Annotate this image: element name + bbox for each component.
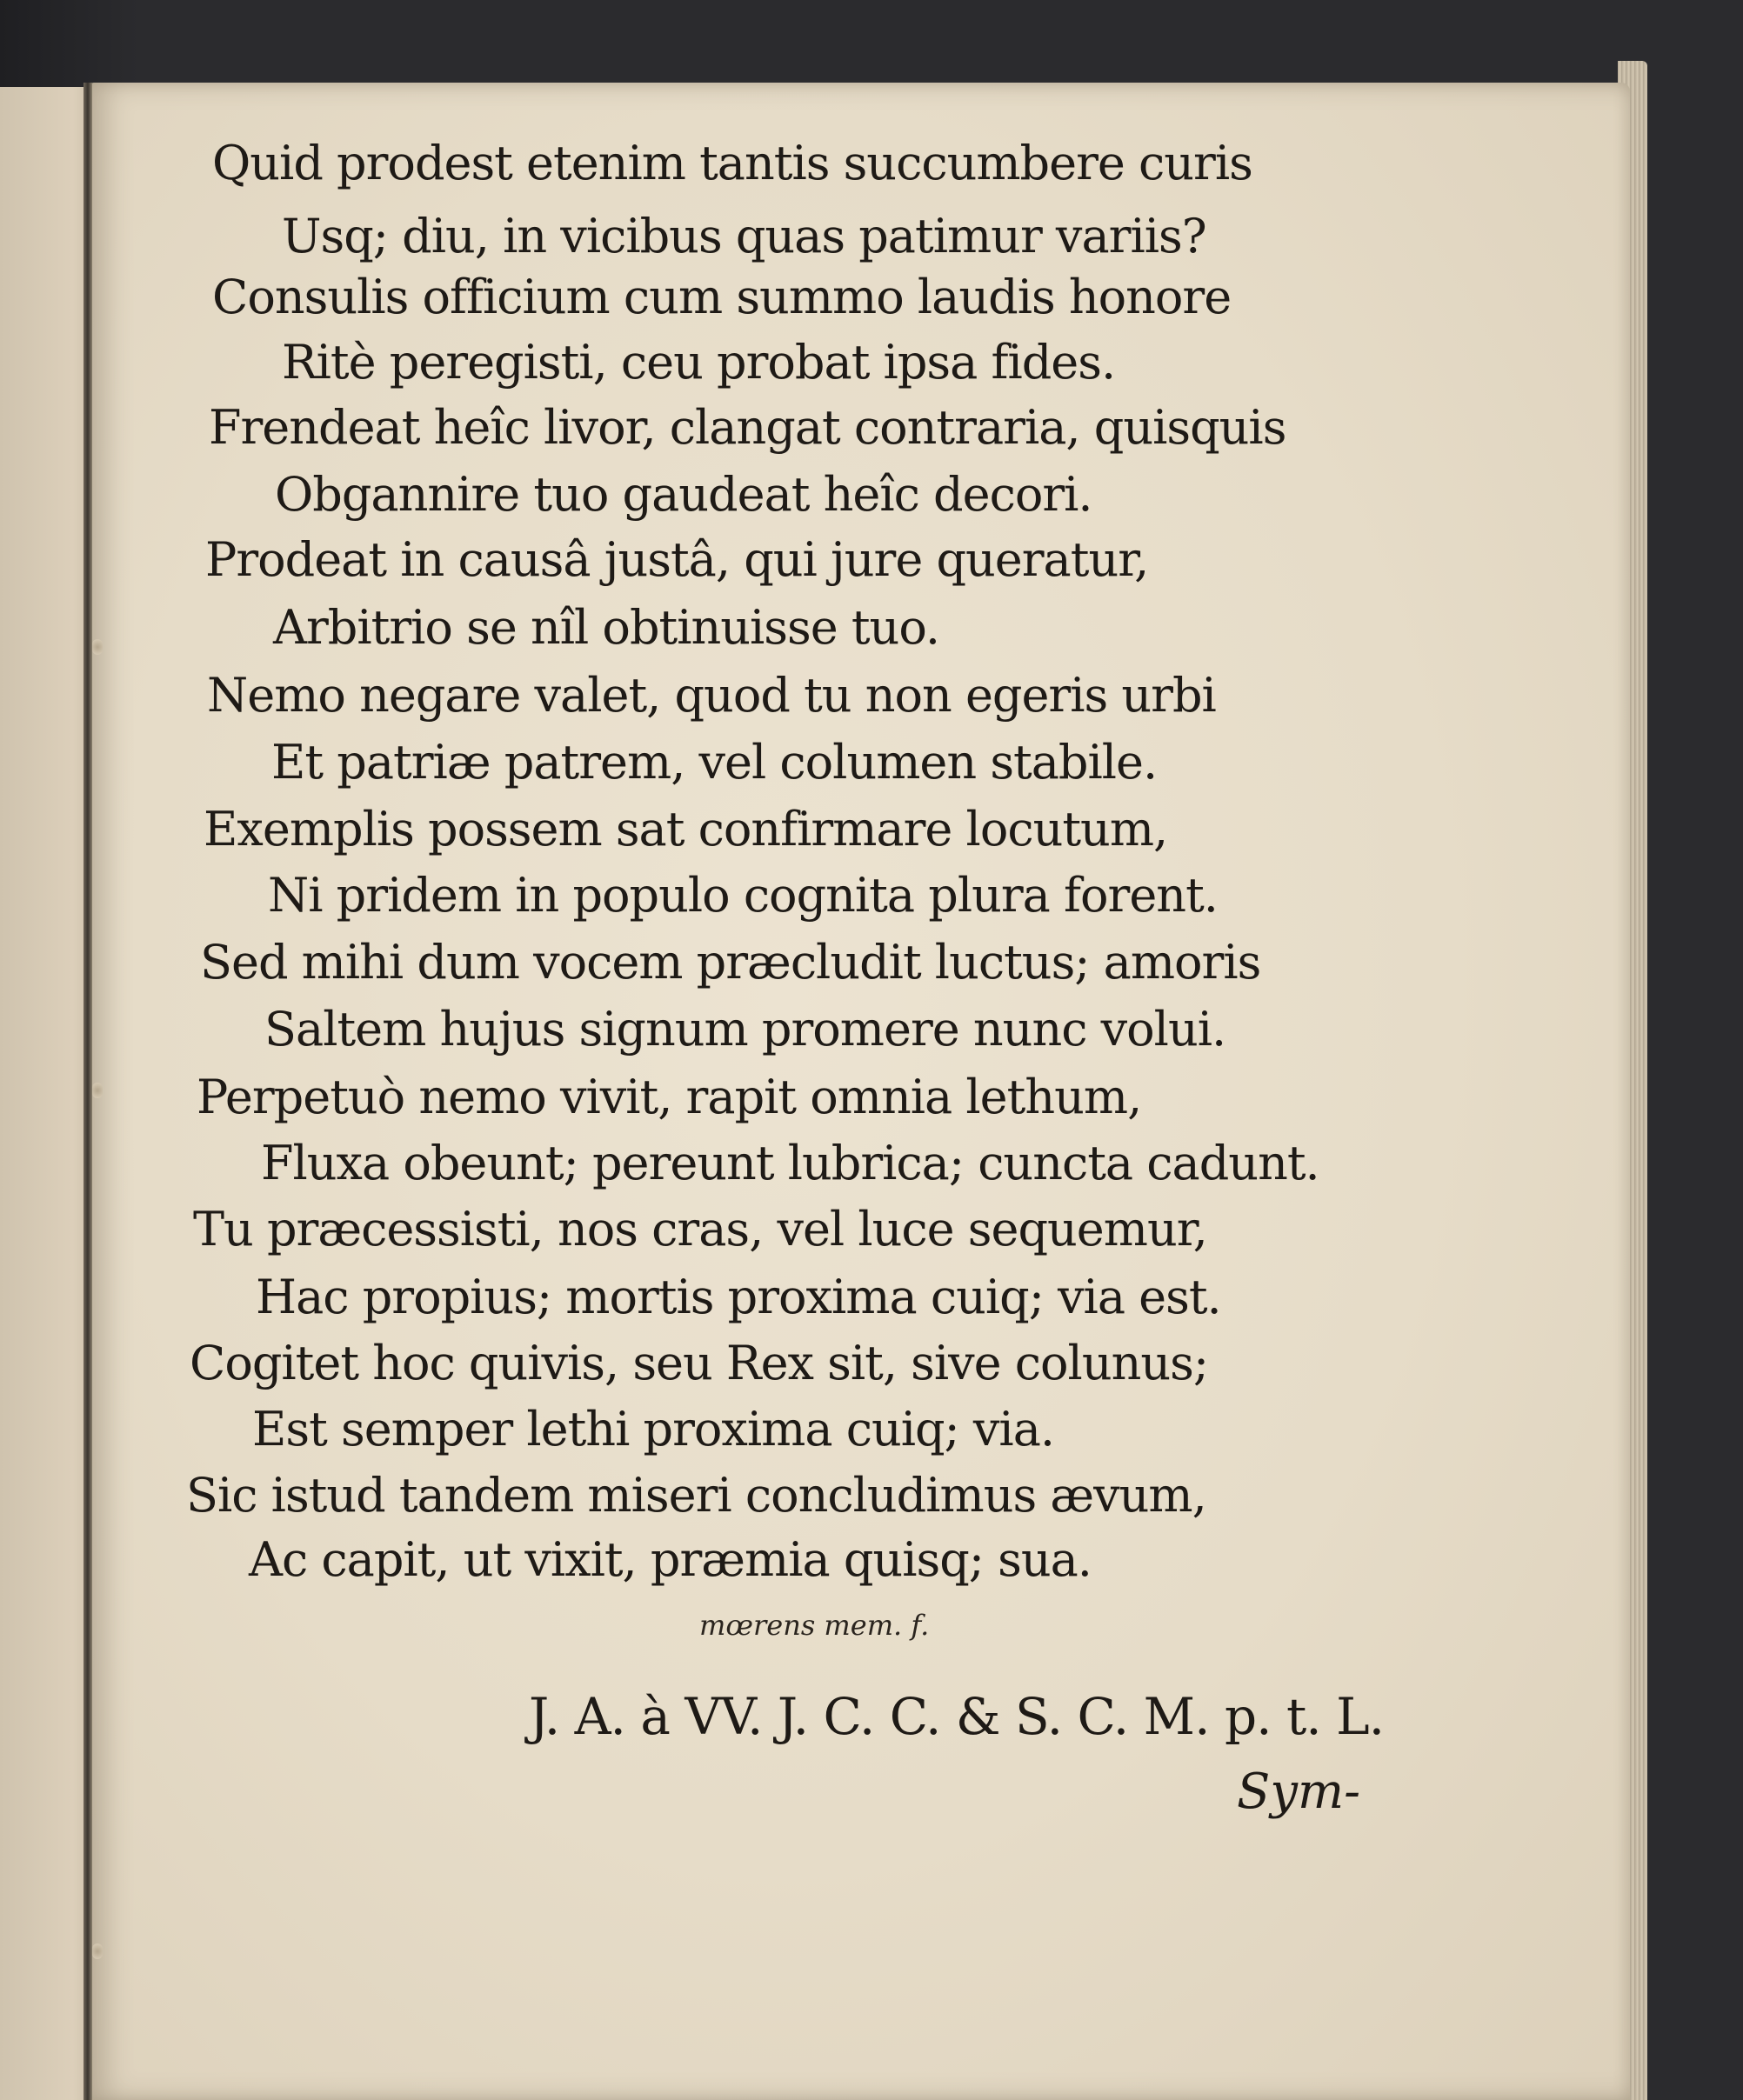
signature-note: mœrens mem. f. <box>699 1609 930 1642</box>
verse-line: Fluxa obeunt; pereunt lubrica; cuncta cadunt. <box>261 1136 1319 1190</box>
verse-line: Obgannire tuo gaudeat heîc decori. <box>275 467 1092 522</box>
verse-line: Ritè peregisti, ceu probat ipsa fides. <box>282 335 1116 390</box>
verse-line: Est semper lethi proxima cuiq; via. <box>252 1402 1055 1457</box>
verse-line: Sed mihi dum vocem præcludit luctus; amoris <box>200 935 1261 990</box>
author-initials: J. A. à VV. J. C. C. & S. C. M. p. t. L. <box>529 1687 1385 1746</box>
verse-line: Usq; diu, in vicibus quas patimur variis? <box>282 209 1206 263</box>
verse-line: Hac propius; mortis proxima cuiq; via est. <box>256 1270 1221 1324</box>
verse-line: Cogitet hoc quivis, seu Rex sit, sive colunus; <box>190 1336 1209 1390</box>
book-page <box>90 83 1630 2100</box>
verse-line: Prodeat in causâ justâ, qui jure queratur, <box>205 532 1149 587</box>
verse-line: Sic istud tandem miseri concludimus ævum, <box>186 1468 1206 1523</box>
verse-line: Saltem hujus signum promere nunc volui. <box>264 1002 1226 1057</box>
verse-line: Ni pridem in populo cognita plura forent. <box>268 868 1218 923</box>
verse-line: Perpetuò nemo vivit, rapit omnia lethum, <box>197 1070 1142 1124</box>
verse-line: Et patriæ patrem, vel columen stabile. <box>271 735 1158 790</box>
book-gutter <box>83 83 92 2100</box>
verse-line: Tu præcessisti, nos cras, vel luce sequemur, <box>193 1202 1207 1257</box>
verse-line: Frendeat heîc livor, clangat contraria, quisquis <box>209 400 1286 455</box>
verse-line: Consulis officium cum summo laudis honore <box>212 270 1232 324</box>
verse-line: Nemo negare valet, quod tu non egeris urbi <box>207 668 1216 723</box>
verse-line: Quid prodest etenim tantis succumbere curis <box>212 136 1252 190</box>
verse-line: Arbitrio se nîl obtinuisse tuo. <box>273 600 940 655</box>
verse-line: Exemplis possem sat confirmare locutum, <box>204 802 1168 857</box>
poem-text <box>90 83 1630 2100</box>
verse-line: Ac capit, ut vixit, præmia quisq; sua. <box>249 1532 1092 1587</box>
catchword: Sym- <box>1237 1763 1361 1820</box>
